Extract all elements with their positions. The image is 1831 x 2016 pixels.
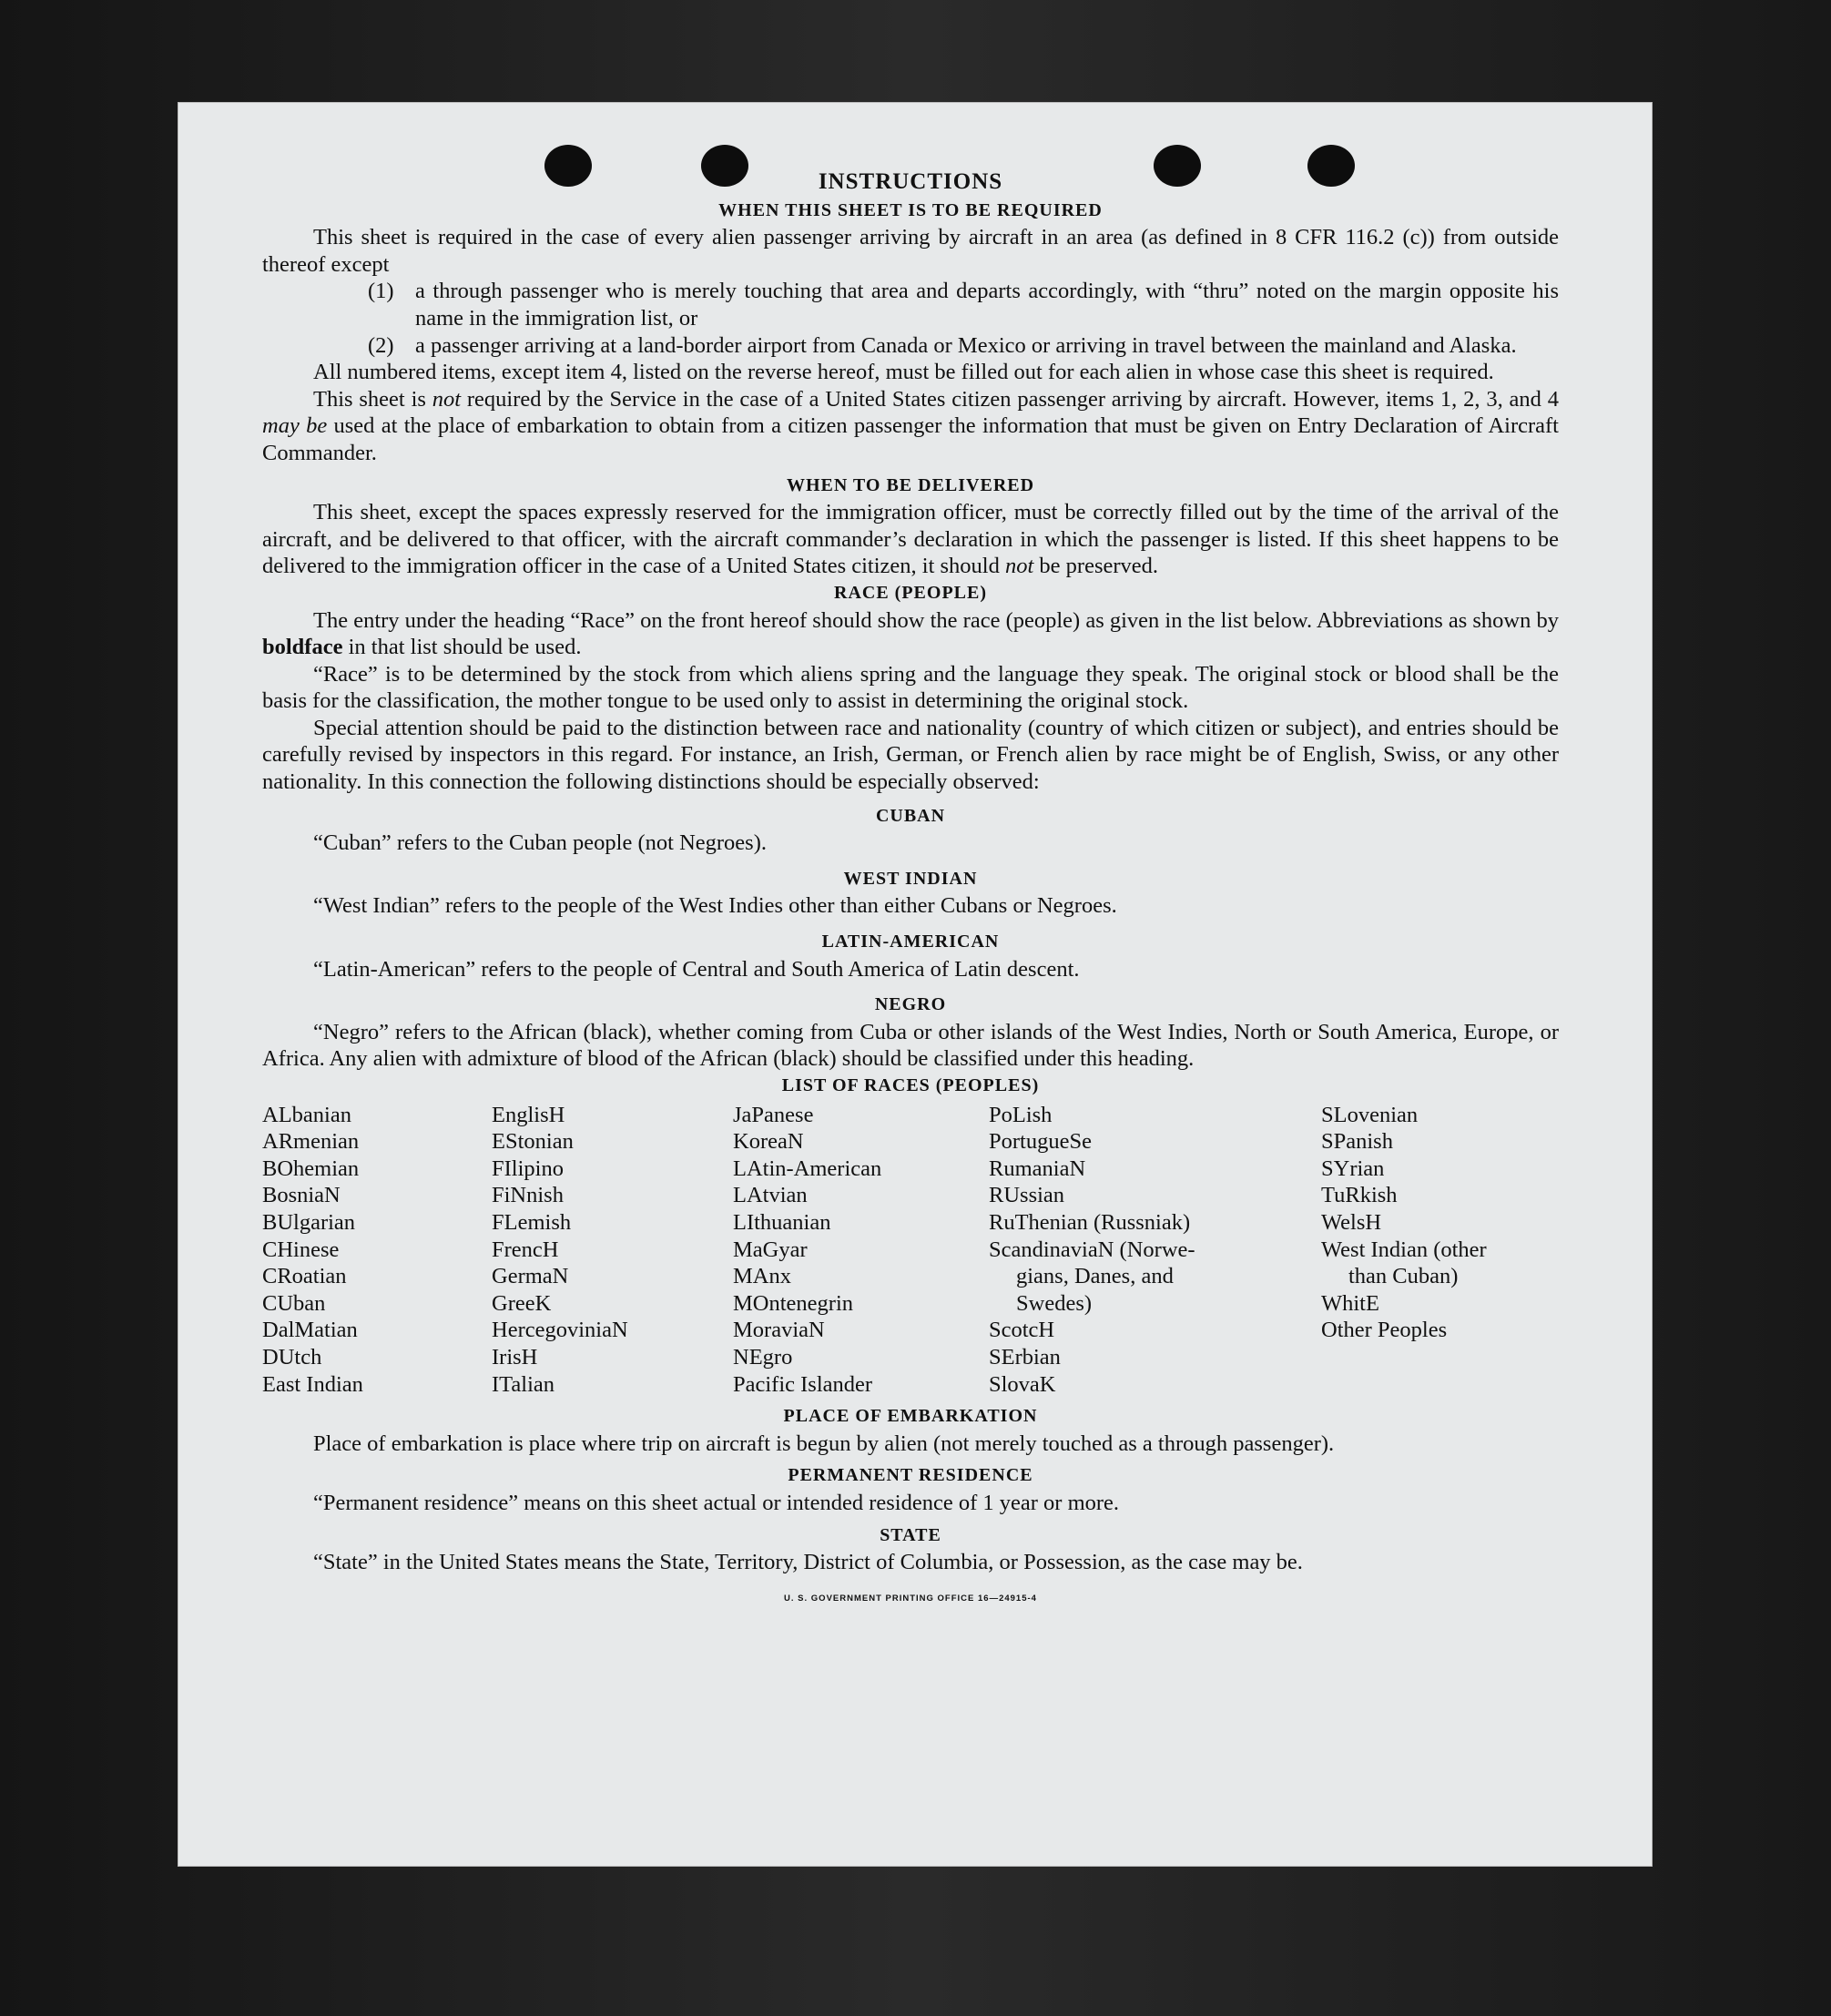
paragraph: “Negro” refers to the African (black), whether coming from Cuba or other islands of the West Indies, North or South America, Europe, or Africa. Any alien with admixture of blood of the African (black) should be classified under this heading.	[262, 1019, 1559, 1072]
paragraph: This sheet is not required by the Service in the case of a United States citizen passenger arriving by aircraft. However, items 1, 2, 3, and 4 may be used at the place of embarkation to obtain from a citizen passenger the information that must be given on Entry Declaration of Aircraft Commander.	[262, 386, 1559, 465]
list-item: JaPanese	[733, 1102, 814, 1127]
list-item: SYrian	[1321, 1156, 1385, 1181]
paragraph: “State” in the United States means the State, Territory, District of Columbia, or Possession, as the case may be.	[313, 1550, 1303, 1575]
section-heading: RACE (PEOPLE)	[834, 582, 987, 603]
list-item: LIthuanian	[733, 1209, 831, 1235]
list-item: than Cuban)	[1348, 1264, 1459, 1289]
section-heading: PERMANENT RESIDENCE	[788, 1465, 1033, 1486]
list-item: CHinese	[262, 1237, 340, 1262]
list-item: CRoatian	[262, 1264, 347, 1289]
list-item: GreeK	[492, 1290, 552, 1316]
list-item: FIlipino	[492, 1156, 564, 1181]
list-item: Pacific Islander	[733, 1371, 873, 1397]
paragraph: Special attention should be paid to the distinction between race and nationality (country of which citizen or subject), and entries should be carefully revised by inspectors in this regard. For instance, an Irish, German, or French alien by race might be of English, Swiss, or any other nationality. In this connection the following distinctions should be especially observed:	[262, 715, 1559, 795]
paragraph: “Latin-American” refers to the people of Central and South America of Latin descent.	[313, 956, 1080, 982]
paragraph: “Cuban” refers to the Cuban people (not Negroes).	[313, 830, 767, 856]
list-item: (2) a passenger arriving at a land-border airport from Canada or Mexico or arriving in travel between the mainland and Alaska.	[368, 332, 1517, 358]
instructions-content	[262, 168, 1559, 1612]
list-item: ScotcH	[989, 1318, 1055, 1343]
race-column	[262, 1102, 492, 1399]
list-item: BosniaN	[262, 1183, 341, 1208]
race-column	[492, 1102, 733, 1399]
list-item: FiNnish	[492, 1183, 564, 1208]
list-item: NEgro	[733, 1344, 793, 1369]
list-item: LAtin-American	[733, 1156, 882, 1181]
section-heading: CUBAN	[875, 805, 946, 826]
list-item: West Indian (other	[1321, 1237, 1487, 1262]
list-item: BOhemian	[262, 1156, 360, 1181]
printer-imprint: U. S. GOVERNMENT PRINTING OFFICE 16—24915-4	[784, 1593, 1037, 1604]
list-item: (1) a through passenger who is merely touching that area and departs accordingly, with “thru” noted on the margin opposite his name in the immigration list, or	[368, 279, 1559, 331]
list-item: RuThenian (Russniak)	[989, 1209, 1191, 1235]
list-item: DUtch	[262, 1344, 322, 1369]
list-item: CUban	[262, 1290, 326, 1316]
list-item: GermaN	[492, 1264, 569, 1289]
paragraph: “West Indian” refers to the people of the West Indies other than either Cubans or Negroes.	[313, 893, 1117, 919]
list-item: LAtvian	[733, 1183, 808, 1208]
list-item: RUssian	[989, 1183, 1065, 1208]
race-column	[733, 1102, 989, 1399]
list-item: PoLish	[989, 1102, 1053, 1127]
list-item: MAnx	[733, 1264, 791, 1289]
list-item: FLemish	[492, 1209, 572, 1235]
race-column	[1321, 1102, 1558, 1399]
paragraph: “Permanent residence” means on this sheet actual or intended residence of 1 year or more.	[313, 1490, 1120, 1515]
list-item: ALbanian	[262, 1102, 351, 1127]
paragraph: This sheet is required in the case of every alien passenger arriving by aircraft in an area (as defined in 8 CFR 116.2 (c)) from outside thereof except	[262, 225, 1559, 277]
list-item: Swedes)	[1016, 1290, 1093, 1316]
paragraph: The entry under the heading “Race” on the front hereof should show the race (people) as given in the list below. Abbreviations as shown by boldface in that list should be used.	[262, 607, 1559, 660]
list-item: SPanish	[1321, 1129, 1393, 1155]
list-item: KoreaN	[733, 1129, 804, 1155]
list-item: DalMatian	[262, 1318, 358, 1343]
paragraph: Place of embarkation is place where trip on aircraft is begun by alien (not merely touched as a through passenger).	[313, 1431, 1335, 1456]
list-item: gians, Danes, and	[1016, 1264, 1174, 1289]
list-item: SLovenian	[1321, 1102, 1419, 1127]
list-item: ITalian	[492, 1371, 555, 1397]
list-item: MaGyar	[733, 1237, 808, 1262]
section-heading: WEST INDIAN	[843, 868, 978, 889]
page-title: INSTRUCTIONS	[818, 169, 1003, 194]
list-item: SErbian	[989, 1344, 1061, 1369]
list-item: MOntenegrin	[733, 1290, 853, 1316]
section-heading: STATE	[880, 1524, 941, 1545]
list-item: BUlgarian	[262, 1209, 356, 1235]
list-item: EStonian	[492, 1129, 574, 1155]
list-item: MoraviaN	[733, 1318, 825, 1343]
list-item: East Indian	[262, 1371, 363, 1397]
list-item: FrencH	[492, 1237, 559, 1262]
section-heading: LIST OF RACES (PEOPLES)	[781, 1075, 1040, 1095]
paragraph: All numbered items, except item 4, listed on the reverse hereof, must be filled out for each alien in whose case this sheet is required.	[313, 360, 1494, 385]
paragraph: This sheet, except the spaces expressly reserved for the immigration officer, must be correctly filled out by the time of the arrival of the aircraft, and be delivered to that officer, with the aircraft commander’s declaration in which the passenger is listed. If this sheet happens to be delivered to the immigration officer in the case of a United States citizen, it should not be preserved.	[262, 500, 1559, 579]
section-heading: LATIN-AMERICAN	[821, 932, 1000, 952]
race-list	[262, 1102, 1559, 1399]
document-sheet	[178, 103, 1652, 1866]
list-item: ARmenian	[262, 1129, 360, 1155]
list-item: SlovaK	[989, 1371, 1056, 1397]
race-column	[989, 1102, 1321, 1399]
section-heading: WHEN THIS SHEET IS TO BE REQUIRED	[718, 199, 1103, 220]
list-item: ScandinaviaN (Norwe-	[989, 1237, 1195, 1262]
list-item: WhitE	[1321, 1290, 1379, 1316]
section-heading: WHEN TO BE DELIVERED	[786, 474, 1035, 495]
list-item: PortugueSe	[989, 1129, 1092, 1155]
paragraph: “Race” is to be determined by the stock from which aliens spring and the language they speak. The original stock or blood shall be the basis for the classification, the mother tongue to be used only to assist in determining the original stock.	[262, 661, 1559, 714]
list-item: HercegoviniaN	[492, 1318, 628, 1343]
list-item: IrisH	[492, 1344, 538, 1369]
list-item: RumaniaN	[989, 1156, 1086, 1181]
section-heading: NEGRO	[874, 994, 947, 1015]
list-item: Other Peoples	[1321, 1318, 1448, 1343]
list-item: EnglisH	[492, 1102, 565, 1127]
section-heading: PLACE OF EMBARKATION	[783, 1406, 1038, 1427]
list-item: WelsH	[1321, 1209, 1382, 1235]
list-item: TuRkish	[1321, 1183, 1398, 1208]
